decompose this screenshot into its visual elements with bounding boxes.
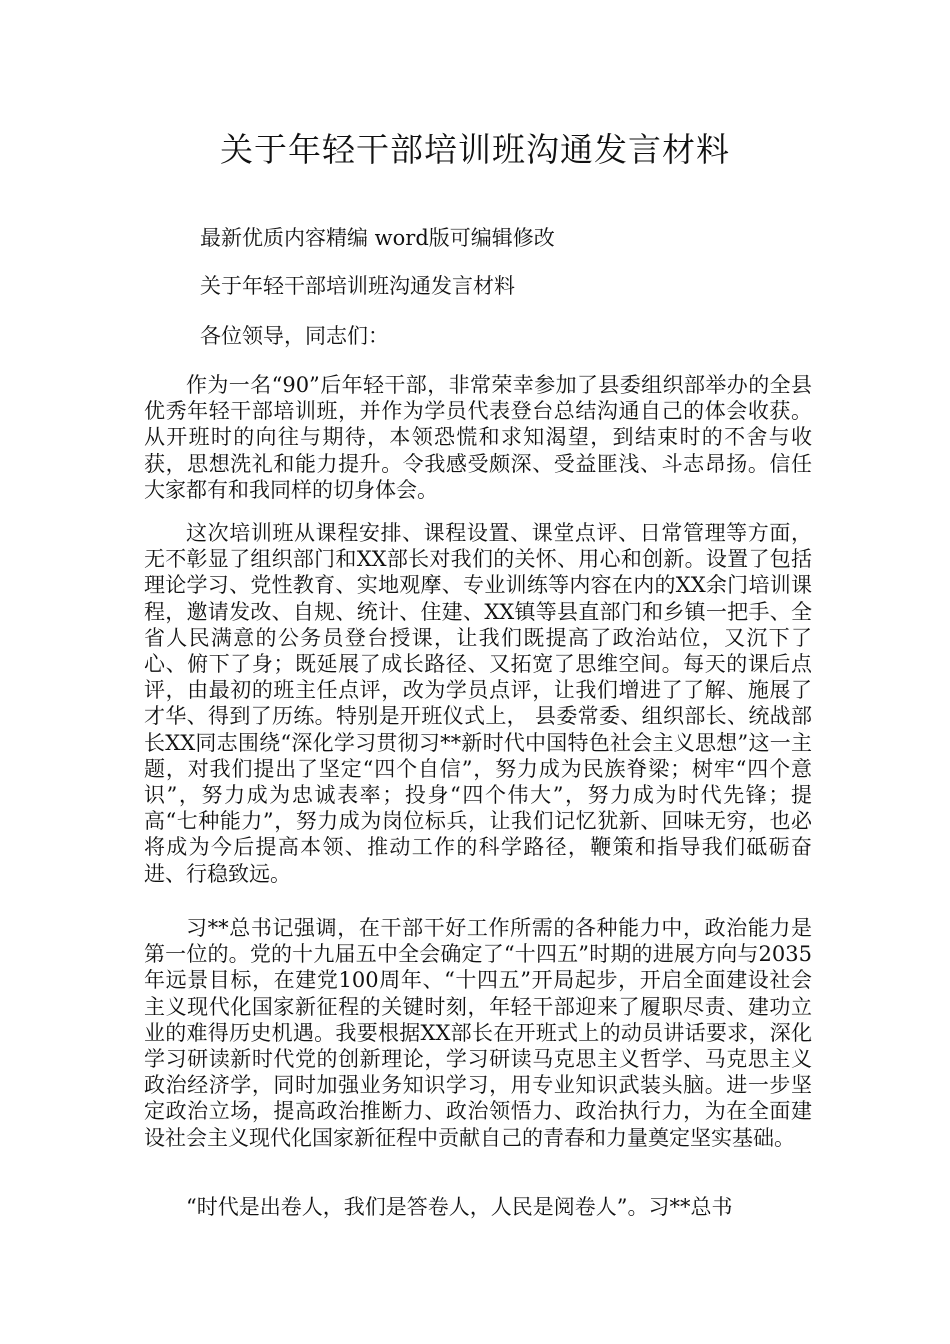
- repeat-title-line: 关于年轻干部培训班沟通发言材料: [200, 274, 515, 298]
- paragraph-2: 这次培训班从课程安排、课程设置、课堂点评、日常管理等方面，无不彰显了组织部门和XX部长对我们的关怀、用心和创新。设置了包括理论学习、党性教育、实地观摩、专业训练等内容在内的XX余门培训课程，邀请发改、自规、统计、住建、XX镇等县直部门和乡镇一把手、全省人民满意的公务员登台授课，让我们既提高了政治站位，又沉下了心、俯下了身；既延展了成长路径、又拓宽了思维空间。每天的课后点评，由最初的班主任点评，改为学员点评，让我们增进了了解、施展了才华、得到了历练。特别是开班仪式上， 县委常委、组织部长、统战部长XX同志围绕“深化学习贯彻习**新时代中国特色社会主义思想”这一主题，对我们提出了坚定“四个自信”，努力成为民族脊梁；树牢“四个意识”，努力成为忠诚表率；投身“四个伟大”，努力成为时代先锋；提高“七种能力”，努力成为岗位标兵，让我们记忆犹新、回味无穷，也必将成为今后提高本领、推动工作的科学路径，鞭策和指导我们砥砺奋进、行稳致远。: [144, 521, 812, 886]
- salutation: 各位领导，同志们：: [200, 324, 389, 348]
- paragraph-4: “时代是出卷人，我们是答卷人，人民是阅卷人”。习**总书: [186, 1195, 733, 1219]
- subtitle-line: 最新优质内容精编 word版可编辑修改: [200, 226, 555, 250]
- paragraph-3: 习**总书记强调，在干部干好工作所需的各种能力中，政治能力是第一位的。党的十九届五中全会确定了“十四五”时期的进展方向与2035年远景目标，在建党100周年、“十四五”开局起步，开启全面建设社会主义现代化国家新征程的关键时刻，年轻干部迎来了履职尽责、建功立业的难得历史机遇。我要根据XX部长在开班式上的动员讲话要求，深化学习研读新时代党的创新理论，学习研读马克思主义哲学、马克思主义政治经济学，同时加强业务知识学习，用专业知识武装头脑。进一步坚定政治立场，提高政治推断力、政治领悟力、政治执行力，为在全面建设社会主义现代化国家新征程中贡献自己的青春和力量奠定坚实基础。: [144, 916, 812, 1150]
- paragraph-1: 作为一名“90”后年轻干部，非常荣幸参加了县委组织部举办的全县优秀年轻干部培训班，并作为学员代表登台总结沟通自己的体会收获。从开班时的向往与期待，本领恐慌和求知渴望，到结束时的不舍与收获，思想洗礼和能力提升。令我感受颇深、受益匪浅、斗志昂扬。信任大家都有和我同样的切身体会。: [144, 373, 812, 502]
- document-title: 关于年轻干部培训班沟通发言材料: [220, 130, 730, 169]
